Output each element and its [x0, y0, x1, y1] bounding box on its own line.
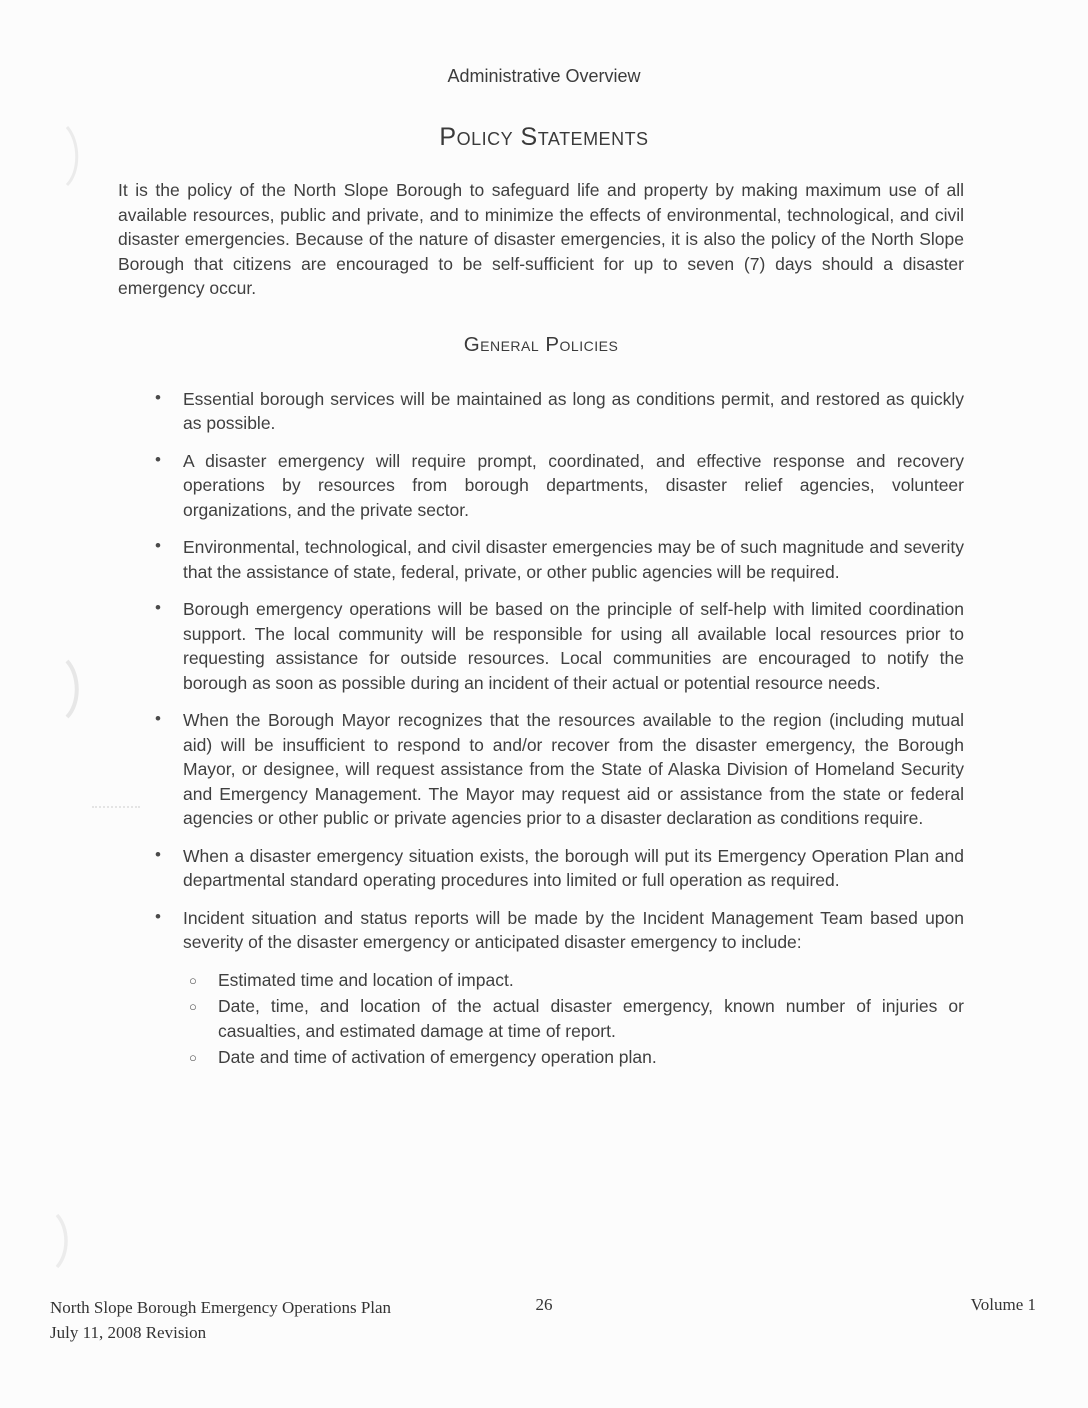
section-heading: General Policies — [463, 332, 619, 356]
document-body — [118, 178, 964, 1070]
list-item — [118, 906, 964, 955]
list-item-text: When a disaster emergency situation exists, the borough will put its Emergency Operation Plan and departmental standard operating procedures into limited or full operation as required. — [183, 845, 964, 890]
list-item-text: Borough emergency operations will be based on the principle of self-help with limited coordination support. The local community will be responsible for using all available local resources prior to requesting assistance for outside resources. Local communities are encouraged to notify the borough as soon as possible during an incident of their actual or potential resource needs. — [183, 599, 964, 693]
sub-list-item — [118, 994, 964, 1043]
sub-list-item-text: Date, time, and location of the actual disaster emergency, known number of injuries or casualties, and estimated damage at time of report. — [218, 996, 964, 1041]
sub-list-item — [118, 1045, 964, 1070]
sub-list — [118, 968, 964, 1070]
page-number: 26 — [535, 1295, 553, 1314]
footer-revision-date: July 11, 2008 Revision — [50, 1323, 207, 1342]
list-item — [118, 449, 964, 523]
list-item — [118, 844, 964, 893]
sub-list-item-text: Date and time of activation of emergency operation plan. — [218, 1047, 657, 1067]
page-title: Policy Statements — [439, 123, 649, 151]
open-circle-bullet-icon: ○ — [189, 999, 197, 1014]
page-header: Administrative Overview — [447, 66, 641, 86]
sub-list-item-text: Estimated time and location of impact. — [218, 969, 514, 990]
list-item — [118, 387, 964, 436]
footer-volume: Volume 1 — [970, 1295, 1036, 1314]
bullet-icon: • — [155, 387, 161, 407]
list-item — [118, 708, 964, 831]
bullet-icon: • — [155, 844, 161, 864]
list-item-text: When the Borough Mayor recognizes that the resources available to the region (including mutual aid) will be insufficient to respond to and/or recover from the disaster emergency, the Borough Mayor, or designee, will request assistance from the State of Alaska Division of Homeland Security and Emergency Management. The Mayor may request aid or assistance from the state or federal agencies or other public or private agencies prior to a disaster declaration as conditions require. — [183, 710, 964, 828]
bullet-icon: • — [155, 598, 161, 617]
bullet-icon: • — [155, 536, 161, 555]
list-item-text: Environmental, technological, and civil disaster emergencies may be of such magnitude and severity that the assistance of state, federal, private, or other public agencies will be required. — [183, 537, 964, 582]
list-item-text: Essential borough services will be maintained as long as conditions permit, and restored as quickly as possible. — [183, 388, 964, 433]
bullet-icon: • — [155, 449, 161, 469]
list-item — [118, 597, 964, 695]
list-item-text: A disaster emergency will require prompt, coordinated, and effective response and recovery operations by resources from borough departments, disaster relief agencies, volunteer organizations, and the private sector. — [183, 450, 964, 520]
open-circle-bullet-icon: ○ — [189, 972, 197, 988]
sub-list-item — [118, 968, 964, 993]
intro-paragraph: It is the policy of the North Slope Borough to safeguard life and property by making maximum use of all available resources, public and private, and to minimize the effects of environmental, technological, and civil disaster emergencies. Because of the nature of disaster emergencies, it is also the policy of the North Slope Borough that citizens are encouraged to be self-sufficient for up to seven (7) days should a disaster emergency occur. — [118, 180, 964, 298]
open-circle-bullet-icon: ○ — [189, 1050, 197, 1065]
scan-artifact — [54, 1212, 76, 1270]
list-item-text: Incident situation and status reports will be made by the Incident Management Team based upon severity of the disaster emergency or anticipated disaster emergency to include: — [183, 907, 964, 952]
footer-plan-name: North Slope Borough Emergency Operations Plan — [50, 1298, 392, 1317]
bullet-icon: • — [155, 709, 161, 728]
scan-artifact — [64, 658, 86, 720]
bullet-icon: • — [155, 906, 161, 926]
list-item — [118, 535, 964, 584]
